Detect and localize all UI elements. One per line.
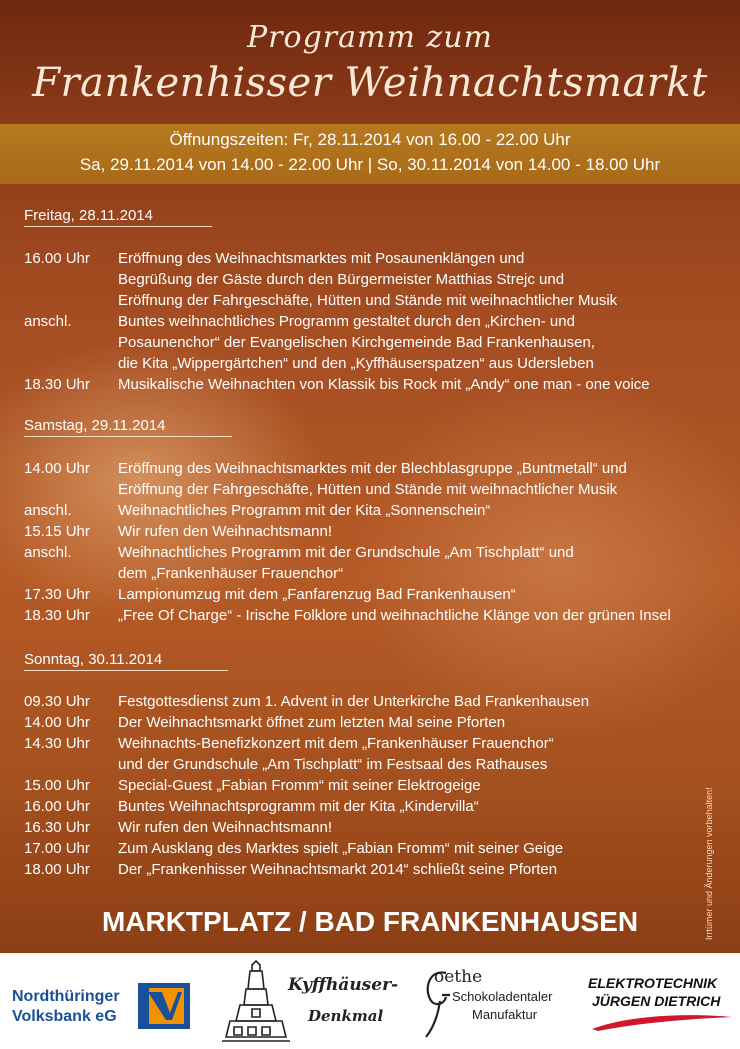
schedule-time: 16.00 Uhr bbox=[24, 798, 90, 815]
schedule-time: 18.00 Uhr bbox=[24, 861, 90, 878]
goethe-line-1: oethe bbox=[434, 967, 483, 987]
schedule-time: 17.00 Uhr bbox=[24, 840, 90, 857]
elektro-line-2: JÜRGEN DIETRICH bbox=[592, 993, 721, 1009]
opening-hours-line-2: Sa, 29.11.2014 von 14.00 - 22.00 Uhr | So, 30.11.2014 von 14.00 - 18.00 Uhr bbox=[79, 155, 661, 174]
schedule-time: 14.30 Uhr bbox=[24, 735, 90, 752]
title-line-1: Programm zum bbox=[246, 20, 494, 55]
schedule-time: 16.00 Uhr bbox=[24, 250, 90, 267]
schedule-text: Weihnachtliches Programm mit der Grundschule „Am Tischplatt“ und bbox=[118, 544, 574, 561]
goethe-line-3: Manufaktur bbox=[472, 1007, 538, 1022]
schedule-text: die Kita „Wippergärtchen“ und den „Kyffhäuserspatzen“ aus Udersleben bbox=[118, 355, 594, 372]
schedule-text: Der „Frankenhisser Weihnachtsmarkt 2014“ schließt seine Pforten bbox=[118, 861, 558, 878]
day-heading-saturday: Samstag, 29.11.2014 bbox=[24, 417, 232, 437]
schedule-text: Eröffnung der Fahrgeschäfte, Hütten und Stände mit weihnachtlicher Musik bbox=[118, 292, 618, 309]
schedule-text: und der Grundschule „Am Tischplatt“ im Festsaal des Rathauses bbox=[118, 756, 548, 773]
schedule-text: Eröffnung der Fahrgeschäfte, Hütten und Stände mit weihnachtlicher Musik bbox=[118, 481, 618, 498]
elektro-swoosh-icon bbox=[588, 1011, 736, 1033]
schedule-time: 18.30 Uhr bbox=[24, 376, 90, 393]
elektrotechnik-logo bbox=[588, 975, 736, 1035]
schedule-time: 14.00 Uhr bbox=[24, 714, 90, 731]
schedule-text: dem „Frankenhäuser Frauenchor“ bbox=[118, 565, 344, 582]
kyffhaeuser-line-1: Kyffhäuser- bbox=[288, 975, 399, 995]
opening-hours-line-1: Öffnungszeiten: Fr, 28.11.2014 von 16.00 - 22.00 Uhr bbox=[169, 130, 571, 149]
schedule-text: Buntes weihnachtliches Programm gestaltet durch den „Kirchen- und bbox=[118, 313, 575, 330]
schedule-time: 16.30 Uhr bbox=[24, 819, 90, 836]
schedule-time: 17.30 Uhr bbox=[24, 586, 90, 603]
goethe-schokoladentaler-logo bbox=[420, 965, 580, 1041]
schedule-text: Special-Guest „Fabian Fromm“ mit seiner Elektrogeige bbox=[118, 777, 481, 794]
monument-icon bbox=[222, 959, 292, 1045]
schedule-text: Wir rufen den Weihnachtsmann! bbox=[118, 523, 332, 540]
schedule-text: „Free Of Charge“ - Irische Folklore und weihnachtliche Klänge von der grünen Insel bbox=[118, 607, 671, 624]
schedule-text: Weihnachtliches Programm mit der Kita „Sonnenschein“ bbox=[118, 502, 491, 519]
schedule-time: 15.15 Uhr bbox=[24, 523, 90, 540]
schedule-text: Eröffnung des Weihnachtsmarktes mit der Blechblasgruppe „Buntmetall“ und bbox=[118, 460, 627, 477]
venue-label: MARKTPLATZ / BAD FRANKENHAUSEN bbox=[101, 906, 639, 937]
schedule-text: Wir rufen den Weihnachtsmann! bbox=[118, 819, 332, 836]
volksbank-line-2: Volksbank eG bbox=[12, 1008, 117, 1025]
volksbank-name bbox=[12, 987, 120, 1027]
header-band bbox=[0, 0, 740, 122]
elektro-line-1: ELEKTROTECHNIK bbox=[588, 975, 718, 991]
schedule-text: Lampionumzug mit dem „Fanfarenzug Bad Frankenhausen“ bbox=[118, 586, 516, 603]
schedule-time: 14.00 Uhr bbox=[24, 460, 90, 477]
goethe-line-2: Schokoladentaler bbox=[452, 989, 553, 1004]
schedule-time: 18.30 Uhr bbox=[24, 607, 90, 624]
volksbank-logo-icon bbox=[138, 983, 190, 1029]
schedule-time: 15.00 Uhr bbox=[24, 777, 90, 794]
schedule-text: Festgottesdienst zum 1. Advent in der Unterkirche Bad Frankenhausen bbox=[118, 693, 590, 710]
schedule-text: Buntes Weihnachtsprogramm mit der Kita „Kindervilla“ bbox=[118, 798, 479, 815]
disclaimer-note: Irrtümer und Änderungen vorbehalten! bbox=[704, 787, 714, 940]
schedule-text: Musikalische Weihnachten von Klassik bis Rock mit „Andy“ one man - one voice bbox=[118, 376, 650, 393]
kyffhaeuser-line-2: Denkmal bbox=[308, 1007, 384, 1025]
volksbank-line-1: Nordthüringer bbox=[12, 988, 120, 1005]
sponsor-strip bbox=[0, 953, 740, 1049]
schedule-time: anschl. bbox=[24, 502, 72, 519]
schedule-text: Weihnachts-Benefizkonzert mit dem „Frankenhäuser Frauenchor“ bbox=[118, 735, 554, 752]
schedule-text: Eröffnung des Weihnachtsmarktes mit Posaunenklängen und bbox=[118, 250, 525, 267]
schedule-time: anschl. bbox=[24, 313, 72, 330]
schedule-time: anschl. bbox=[24, 544, 72, 561]
schedule-text: Begrüßung der Gäste durch den Bürgermeister Matthias Strejc und bbox=[118, 271, 565, 288]
title-line-2: Frankenhisser Weihnachtsmarkt bbox=[32, 60, 708, 106]
day-heading-sunday: Sonntag, 30.11.2014 bbox=[24, 651, 228, 671]
schedule-text: Der Weihnachtsmarkt öffnet zum letzten Mal seine Pforten bbox=[118, 714, 506, 731]
schedule-text: Zum Ausklang des Marktes spielt „Fabian Fromm“ mit seiner Geige bbox=[118, 840, 564, 857]
schedule-text: Posaunenchor“ der Evangelischen Kirchgemeinde Bad Frankenhausen, bbox=[118, 334, 595, 351]
kyffhaeuser-denkmal-logo bbox=[222, 959, 402, 1045]
schedule-time: 09.30 Uhr bbox=[24, 693, 90, 710]
day-heading-friday: Freitag, 28.11.2014 bbox=[24, 207, 212, 227]
opening-hours-band bbox=[0, 124, 740, 184]
